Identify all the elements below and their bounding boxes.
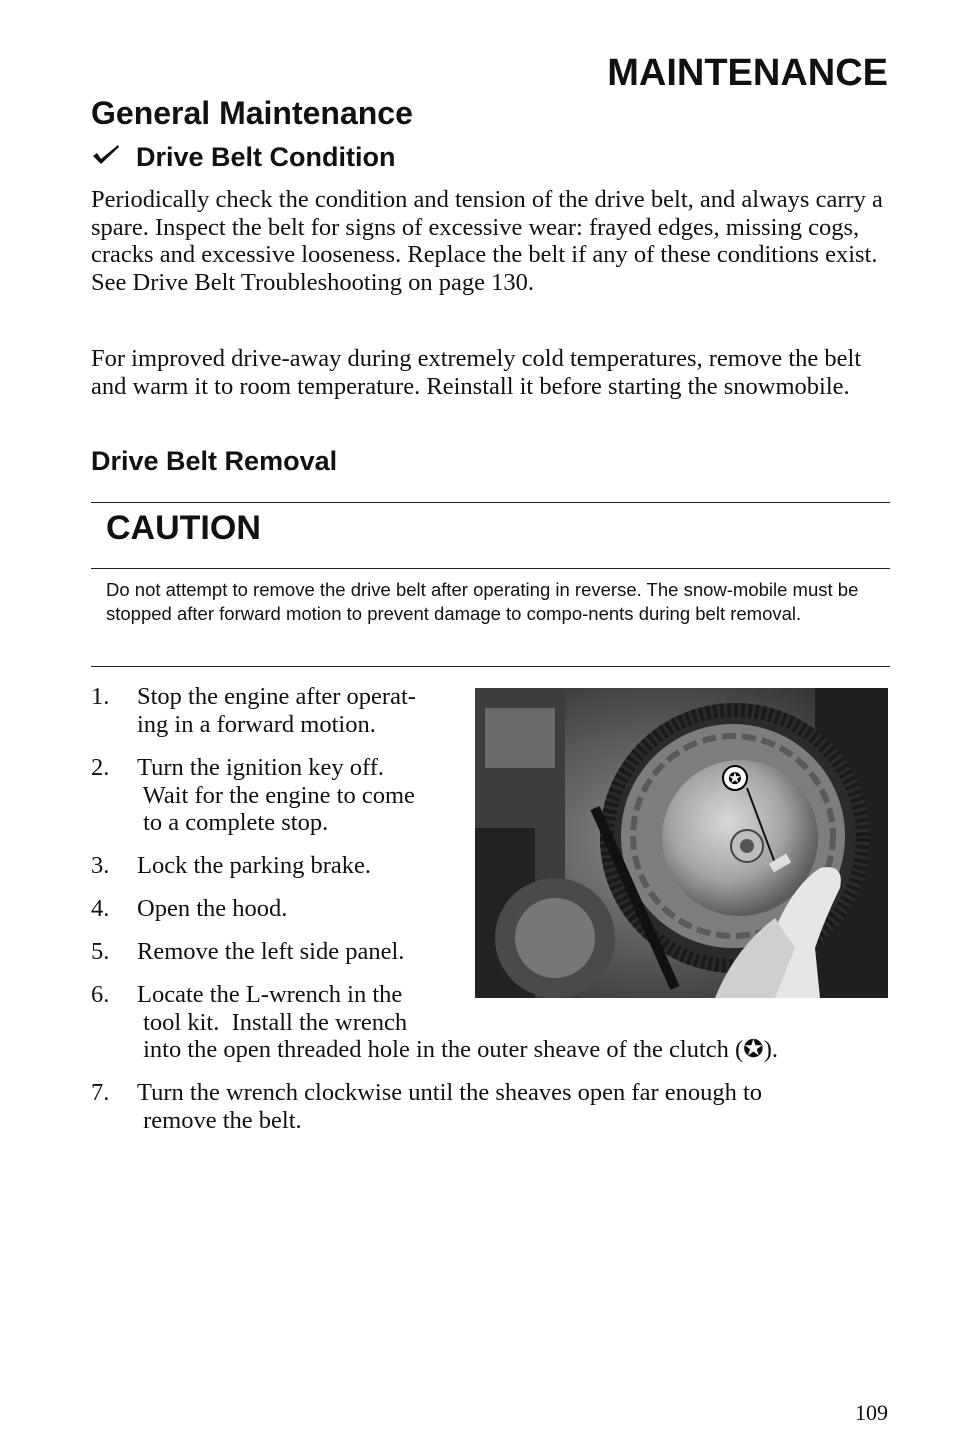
step-line: Wait for the engine to come (137, 781, 415, 809)
step-number: 4. (91, 895, 110, 922)
drive-belt-condition-title: Drive Belt Condition (136, 142, 396, 172)
caution-top-rule (91, 502, 890, 503)
step-line: to a complete stop. (137, 809, 329, 836)
step-number: 6. (91, 981, 110, 1008)
drive-belt-condition-heading (91, 142, 396, 173)
clutch-marker: ✪ (728, 769, 742, 788)
caution-bottom-rule (91, 666, 890, 667)
caution-text: Do not attempt to remove the drive belt after operating in reverse. The snow-mobile must be stopped after forward motion to prevent damage to compo-nents during belt removal. (106, 579, 859, 624)
step-line: Turn the ignition key off. (137, 754, 385, 781)
caution-mid-rule (91, 568, 890, 569)
step-line: Stop the engine after operat- (137, 683, 416, 710)
checkmark-icon (91, 142, 136, 173)
section-title: General Maintenance (91, 95, 413, 131)
step-number: 5. (91, 938, 110, 965)
drive-belt-removal-heading: Drive Belt Removal (91, 446, 338, 476)
condition-paragraph-1: Periodically check the condition and tension of the drive belt, and always carry a spare. Inspect the belt for signs of excessive wear: frayed edges, missing cogs, cracks and excessive looseness. Replace the belt if any of these conditions exist. See Drive Belt Troubleshooting on page 130. (91, 186, 883, 296)
step-line: Open the hood. (137, 895, 288, 922)
step-number: 2. (91, 754, 110, 781)
step-line: tool kit. Install the wrench (137, 1008, 408, 1036)
page-number: 109 (855, 1400, 888, 1425)
step-number: 1. (91, 683, 110, 710)
step-line: Lock the parking brake. (137, 852, 372, 879)
clutch-photo (475, 688, 888, 998)
step-number: 7. (91, 1079, 110, 1106)
step-line: into the open threaded hole in the outer sheave of the clutch (✪). (137, 1036, 778, 1063)
step-line: Remove the left side panel. (137, 938, 405, 965)
step-number: 3. (91, 852, 110, 879)
step-line: Locate the L-wrench in the (137, 981, 403, 1008)
chapter-title: MAINTENANCE (607, 52, 888, 94)
clutch-illustration (475, 688, 888, 998)
step-line: remove the belt. (137, 1106, 302, 1134)
step-line: Turn the wrench clockwise until the sheaves open far enough to (137, 1079, 763, 1106)
step-line: ing in a forward motion. (137, 710, 376, 738)
caution-title: CAUTION (106, 509, 261, 547)
condition-paragraph-2: For improved drive-away during extremely cold temperatures, remove the belt and warm it to room temperature. Reinstall it before starting the snowmobile. (91, 345, 862, 400)
